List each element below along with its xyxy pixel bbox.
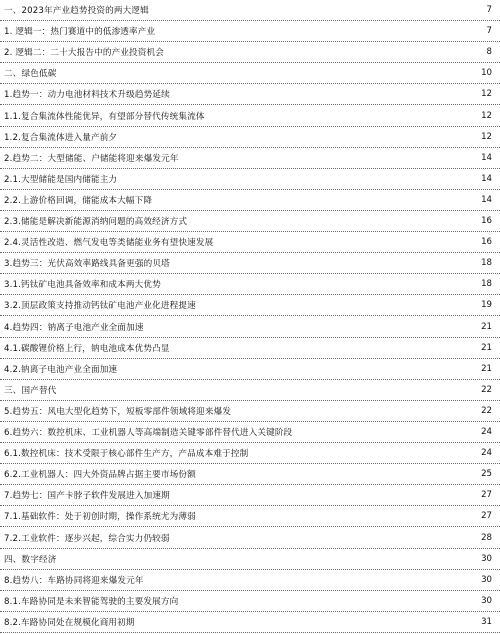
toc-entry-title: 二、绿色低碳 xyxy=(4,69,57,80)
toc-entry[interactable] xyxy=(0,169,500,190)
toc-entry-page: 12 xyxy=(481,110,492,121)
toc-entry-page: 21 xyxy=(481,321,492,332)
toc-entry[interactable] xyxy=(0,190,500,211)
toc-entry[interactable] xyxy=(0,401,500,422)
toc-entry-page: 30 xyxy=(481,574,492,585)
toc-entry-page: 30 xyxy=(481,553,492,564)
toc-entry-page: 14 xyxy=(481,152,492,163)
toc-entry-title: 6.趋势六：数控机床、工业机器人等高端制造关键零部件替代进入关键阶段 xyxy=(4,428,293,439)
toc-entry[interactable] xyxy=(0,84,500,105)
toc-entry-title: 5.趋势五：风电大型化趋势下，短板零部件领域将迎来爆发 xyxy=(4,406,232,417)
toc-entry-title: 2.趋势二：大型储能、户储能将迎来爆发元年 xyxy=(4,153,179,164)
toc-entry[interactable] xyxy=(0,211,500,232)
toc-entry[interactable] xyxy=(0,295,500,316)
toc-entry[interactable] xyxy=(0,570,500,591)
toc-entry[interactable] xyxy=(0,274,500,295)
toc-entry[interactable] xyxy=(0,253,500,274)
toc-entry[interactable] xyxy=(0,232,500,253)
toc-entry-page: 12 xyxy=(481,131,492,142)
toc-entry[interactable] xyxy=(0,359,500,380)
toc-entry-title: 1.1.复合集流体性能优异，有望部分替代传统集流体 xyxy=(4,111,205,122)
toc-entry[interactable] xyxy=(0,443,500,464)
toc-entry-title: 3.趋势三：光伏高效率路线具备更强的贝塔 xyxy=(4,259,170,270)
toc-entry-title: 3.2.顶层政策支持推动钙钛矿电池产业化进程提速 xyxy=(4,301,196,312)
toc-entry-title: 6.1.数控机床：技术受限于核心部件生产方，产品成本难于控制 xyxy=(4,449,249,460)
toc-entry[interactable] xyxy=(0,612,500,633)
toc-entry[interactable] xyxy=(0,127,500,148)
toc-entry[interactable] xyxy=(0,0,500,21)
toc-entry-title: 1.趋势一：动力电池材料技术升级趋势延续 xyxy=(4,90,170,101)
toc-entry-title: 3.1.钙钛矿电池具备效率和成本两大优势 xyxy=(4,280,161,291)
toc-entry-page: 24 xyxy=(481,448,492,459)
toc-entry-page: 25 xyxy=(481,469,492,480)
toc-entry[interactable] xyxy=(0,506,500,527)
toc-entry-title: 6.2.工业机器人：四大外资品牌占据主要市场份额 xyxy=(4,470,196,481)
toc-entry-page: 18 xyxy=(481,258,492,269)
toc-entry-title: 2.3.储能是解决新能源消纳问题的高效经济方式 xyxy=(4,217,188,228)
toc-entry[interactable] xyxy=(0,464,500,485)
toc-entry-title: 1. 逻辑一：热门赛道中的低渗透率产业 xyxy=(4,27,156,38)
toc-entry[interactable] xyxy=(0,338,500,359)
toc-entry-title: 一、2023年产业趋势投资的两大逻辑 xyxy=(4,6,149,17)
toc-entry-page: 28 xyxy=(481,532,492,543)
toc-entry[interactable] xyxy=(0,21,500,42)
toc-entry-page: 8 xyxy=(486,47,492,58)
toc-entry-title: 2.1.大型储能是国内储能主力 xyxy=(4,174,118,185)
toc-entry-page: 19 xyxy=(481,300,492,311)
toc-entry-page: 7 xyxy=(486,5,492,16)
toc-entry-title: 1.2.复合集流体进入量产前夕 xyxy=(4,132,118,143)
toc-entry-title: 4.趋势四：钠离子电池产业全面加速 xyxy=(4,322,144,333)
toc-entry-page: 14 xyxy=(481,173,492,184)
toc-entry-title: 2.2.上游价格回调，储能成本大幅下降 xyxy=(4,195,153,206)
toc-entry[interactable] xyxy=(0,148,500,169)
toc-entry-page: 14 xyxy=(481,194,492,205)
toc-entry-page: 18 xyxy=(481,279,492,290)
toc-entry[interactable] xyxy=(0,485,500,506)
toc-entry[interactable] xyxy=(0,106,500,127)
toc-entry[interactable] xyxy=(0,549,500,570)
toc-entry-page: 22 xyxy=(481,405,492,416)
toc-entry-page: 21 xyxy=(481,363,492,374)
toc-entry-page: 16 xyxy=(481,216,492,227)
toc-entry-page: 22 xyxy=(481,384,492,395)
toc-entry-title: 8.趋势八：车路协同将迎来爆发元年 xyxy=(4,575,144,586)
toc-entry-title: 4.1.碳酸锂价格上行，钠电池成本优势凸显 xyxy=(4,343,170,354)
toc-entry-page: 21 xyxy=(481,342,492,353)
toc-entry[interactable] xyxy=(0,422,500,443)
toc-entry[interactable] xyxy=(0,380,500,401)
toc-entry-title: 4.2.钠离子电池产业全面加速 xyxy=(4,364,118,375)
toc-entry-title: 8.1.车路协同是未来智能驾驶的主要发展方向 xyxy=(4,596,179,607)
toc-entry-title: 7.2.工业软件：逐步兴起，综合实力仍较弱 xyxy=(4,533,170,544)
toc-entry-page: 12 xyxy=(481,89,492,100)
toc-entry-page: 27 xyxy=(481,511,492,522)
toc-entry-title: 7.1.基础软件：处于初创时期，操作系统尤为薄弱 xyxy=(4,512,196,523)
toc-entry-page: 30 xyxy=(481,595,492,606)
toc-entry[interactable] xyxy=(0,63,500,84)
toc-entry-page: 27 xyxy=(481,490,492,501)
toc-entry-page: 7 xyxy=(486,26,492,37)
toc-entry[interactable] xyxy=(0,317,500,338)
toc-entry-title: 2. 逻辑二：二十大报告中的产业投资机会 xyxy=(4,48,165,59)
toc-entry-page: 31 xyxy=(481,616,492,627)
toc-entry-title: 7.趋势七：国产卡脖子软件发展进入加速期 xyxy=(4,491,170,502)
toc-entry[interactable] xyxy=(0,591,500,612)
toc-entry-page: 10 xyxy=(481,68,492,79)
toc-entry-page: 24 xyxy=(481,427,492,438)
toc-entry-page: 16 xyxy=(481,237,492,248)
toc-entry[interactable] xyxy=(0,528,500,549)
toc-entry-title: 三、国产替代 xyxy=(4,385,57,396)
toc-entry-title: 四、数字经济 xyxy=(4,554,57,565)
toc-entry-title: 2.4.灵活性改造、燃气发电等类储能业务有望快速发展 xyxy=(4,238,214,249)
toc-entry[interactable] xyxy=(0,42,500,63)
toc-entry-title: 8.2.车路协同处在规模化商用初期 xyxy=(4,617,135,628)
